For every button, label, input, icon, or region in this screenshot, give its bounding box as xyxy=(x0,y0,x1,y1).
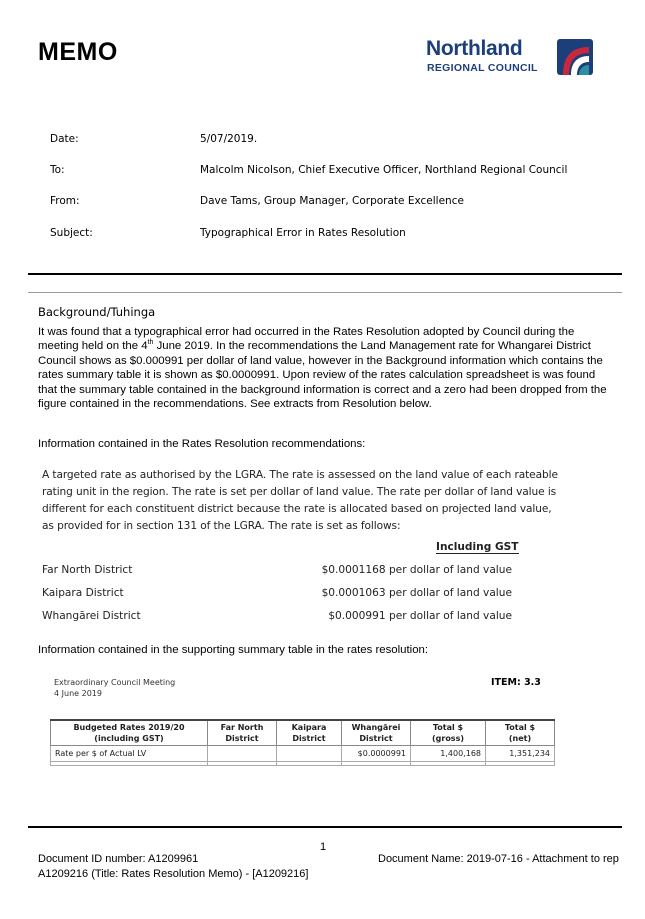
to-value: Malcolm Nicolson, Chief Executive Officer, Northland Regional Council xyxy=(200,164,568,176)
section-divider xyxy=(28,292,622,293)
col-whangarei: Whangārei District xyxy=(342,720,411,746)
total-gross-value: 1,400,168 xyxy=(411,746,486,762)
district-name: Kaipara District xyxy=(42,587,124,599)
document-title: A1209216 (Title: Rates Resolution Memo) - [A1209216] xyxy=(38,868,309,880)
to-label: To: xyxy=(50,164,65,176)
footer-divider xyxy=(28,826,622,828)
rates-summary-table xyxy=(50,719,555,766)
whangarei-value: $0.0000991 xyxy=(342,746,411,762)
subject-label: Subject: xyxy=(50,227,93,239)
kaipara-value xyxy=(277,746,342,762)
logo-subtitle: REGIONAL COUNCIL xyxy=(427,62,538,74)
subject-value: Typographical Error in Rates Resolution xyxy=(200,227,406,239)
date-value: 5/07/2019. xyxy=(200,133,258,145)
col-total-gross: Total $ (gross) xyxy=(411,720,486,746)
table-header-row xyxy=(51,720,555,746)
district-rate: $0.0001063 per dollar of land value xyxy=(321,587,512,599)
page-number: 1 xyxy=(320,841,327,853)
document-name: Document Name: 2019-07-16 - Attachment to rep xyxy=(378,853,619,865)
from-label: From: xyxy=(50,195,80,207)
district-rate: $0.000991 per dollar of land value xyxy=(328,610,512,622)
row-label: Rate per $ of Actual LV xyxy=(51,746,208,762)
northland-emblem-icon xyxy=(556,38,594,76)
header-divider xyxy=(28,273,622,275)
meeting-info xyxy=(54,677,175,699)
extract-paragraph: A targeted rate as authorised by the LGRA. The rate is assessed on the land value of each rateable rating unit in the region. The rate is set per dollar of land value. The rate per dollar of land value is different for each constituent district because the rate is allocated based on projected land value, as provided for in section 131 of the LGRA. The rate is set as follows: xyxy=(42,469,558,532)
district-name: Whangārei District xyxy=(42,610,141,622)
meeting-date: 4 June 2019 xyxy=(54,689,102,698)
total-net-value: 1,351,234 xyxy=(486,746,555,762)
background-heading: Background/Tuhinga xyxy=(38,305,156,319)
table-row-cropped xyxy=(51,762,555,766)
recommendation-extract xyxy=(42,467,562,622)
district-rate: $0.0001168 per dollar of land value xyxy=(321,564,512,576)
memo-title: MEMO xyxy=(38,38,118,66)
col-budgeted: Budgeted Rates 2019/20 (including GST) xyxy=(51,720,208,746)
table-row xyxy=(51,746,555,762)
col-kaipara: Kaipara District xyxy=(277,720,342,746)
background-paragraph: It was found that a typographical error had occurred in the Rates Resolution adopted by Council during the meeting held on the 4th June 2019. In the recommendations the Land Management rate for Whangarei District Council shows as $0.000991 per dollar of land value, however in the Background information which contains the rates summary table it is shown as $0.0000991. Upon review of the rates calculation spreadsheet is was found that the summary table contained in the background information is correct and a zero had been dropped from the figure contained in the recommendations. See extracts from Resolution below. xyxy=(38,326,607,411)
northland-logo xyxy=(426,37,596,77)
col-far-north: Far North District xyxy=(208,720,277,746)
recommendation-intro: Information contained in the Rates Resolution recommendations: xyxy=(38,438,366,450)
document-id: Document ID number: A1209961 xyxy=(38,853,199,865)
item-number: ITEM: 3.3 xyxy=(491,677,541,688)
including-gst-heading: Including GST xyxy=(436,541,519,553)
from-value: Dave Tams, Group Manager, Corporate Excellence xyxy=(200,195,464,207)
summary-intro: Information contained in the supporting summary table in the rates resolution: xyxy=(38,644,429,656)
far-north-value xyxy=(208,746,277,762)
meeting-name: Extraordinary Council Meeting xyxy=(54,678,176,687)
logo-name: Northland xyxy=(426,37,523,60)
district-name: Far North District xyxy=(42,564,133,576)
col-total-net: Total $ (net) xyxy=(486,720,555,746)
date-label: Date: xyxy=(50,133,79,145)
